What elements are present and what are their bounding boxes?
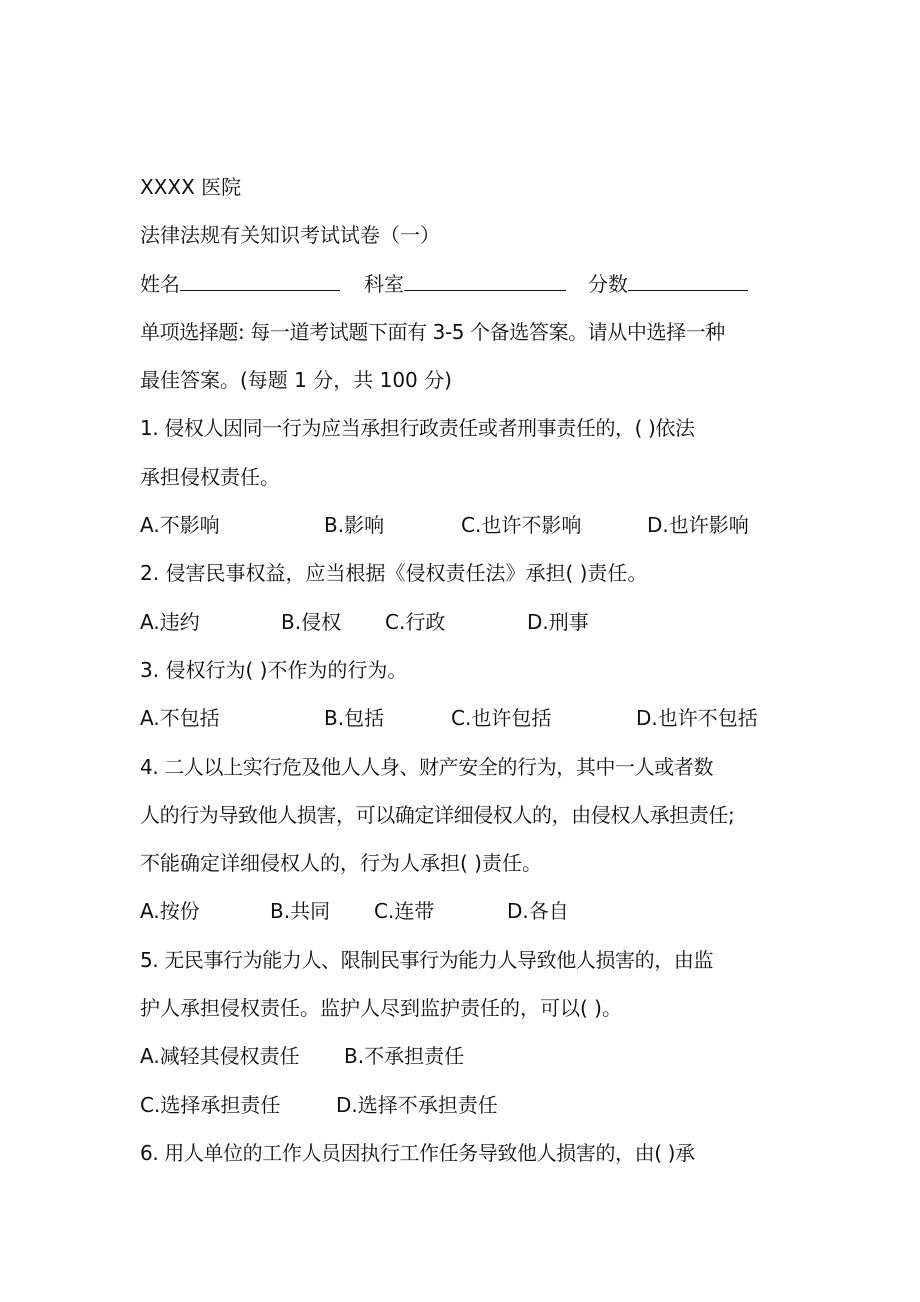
question-2-text: 2. 侵害民事权益，应当根据《侵权责任法》承担( )责任。: [140, 561, 648, 586]
q1-option-d[interactable]: D.也许影响: [647, 513, 749, 538]
info-fields-row: [140, 267, 785, 315]
question-4-options: [140, 894, 785, 942]
name-blank[interactable]: [180, 268, 340, 291]
question-3-options: [140, 701, 785, 749]
question-1-text: 1. 侵权人因同一行为应当承担行政责任或者刑事责任的，( )依法: [140, 416, 695, 441]
q4-option-b[interactable]: B.共同: [270, 899, 331, 924]
department-blank[interactable]: [404, 268, 566, 291]
question-5-options-row-1: [140, 1039, 785, 1087]
q3-option-a[interactable]: A.不包括: [140, 706, 220, 731]
score-blank[interactable]: [628, 268, 748, 291]
score-field-label: 分数: [588, 271, 628, 296]
instructions-line-1: 单项选择题: 每一道考试题下面有 3-5 个备选答案。请从中选择一种: [140, 319, 725, 344]
q1-option-a[interactable]: A.不影响: [140, 513, 220, 538]
question-4-text-cont-2: 不能确定详细侵权人的，行为人承担( )责任。: [140, 851, 542, 876]
q3-option-c[interactable]: C.也许包括: [451, 706, 552, 731]
exam-paper: [140, 170, 785, 1184]
question-4-text-cont-1: 人的行为导致他人损害，可以确定详细侵权人的，由侵权人承担责任;: [140, 802, 735, 827]
question-4-text: 4. 二人以上实行危及他人人身、财产安全的行为，其中一人或者数: [140, 754, 714, 779]
q2-option-d[interactable]: D.刑事: [527, 609, 589, 634]
question-5-text-cont: 护人承担侵权责任。监护人尽到监护责任的，可以( )。: [140, 996, 622, 1021]
q2-option-b[interactable]: B.侵权: [281, 609, 342, 634]
q2-option-c[interactable]: C.行政: [385, 609, 446, 634]
q1-option-b[interactable]: B.影响: [324, 513, 385, 538]
name-field-label: 姓名: [140, 271, 180, 296]
q4-option-c[interactable]: C.连带: [374, 899, 435, 924]
question-5-options-row-2: [140, 1088, 785, 1136]
department-field[interactable]: [364, 267, 566, 301]
instructions-line-2: 最佳答案。(每题 1 分，共 100 分): [140, 368, 452, 393]
q5-option-c[interactable]: C.选择承担责任: [140, 1092, 281, 1117]
score-field[interactable]: [588, 267, 748, 301]
question-5-text: 5. 无民事行为能力人、限制民事行为能力人导致他人损害的，由监: [140, 947, 714, 972]
q4-option-d[interactable]: D.各自: [507, 899, 569, 924]
q3-option-b[interactable]: B.包括: [324, 706, 385, 731]
q1-option-c[interactable]: C.也许不影响: [461, 513, 582, 538]
q3-option-d[interactable]: D.也许不包括: [636, 706, 758, 731]
question-2-options: [140, 605, 785, 653]
q5-option-a[interactable]: A.减轻其侵权责任: [140, 1044, 300, 1069]
name-field[interactable]: [140, 267, 340, 301]
question-1-text-cont: 承担侵权责任。: [140, 464, 280, 489]
exam-title: 法律法规有关知识考试试卷（一）: [140, 223, 440, 248]
q2-option-a[interactable]: A.违约: [140, 609, 200, 634]
hospital-name: XXXX 医院: [140, 175, 242, 199]
q5-option-d[interactable]: D.选择不承担责任: [336, 1092, 498, 1117]
department-field-label: 科室: [364, 271, 404, 296]
question-3-text: 3. 侵权行为( )不作为的行为。: [140, 657, 408, 682]
question-6-text: 6. 用人单位的工作人员因执行工作任务导致他人损害的，由( )承: [140, 1140, 695, 1165]
question-1-options: [140, 508, 785, 556]
q4-option-a[interactable]: A.按份: [140, 899, 200, 924]
q5-option-b[interactable]: B.不承担责任: [344, 1044, 465, 1069]
